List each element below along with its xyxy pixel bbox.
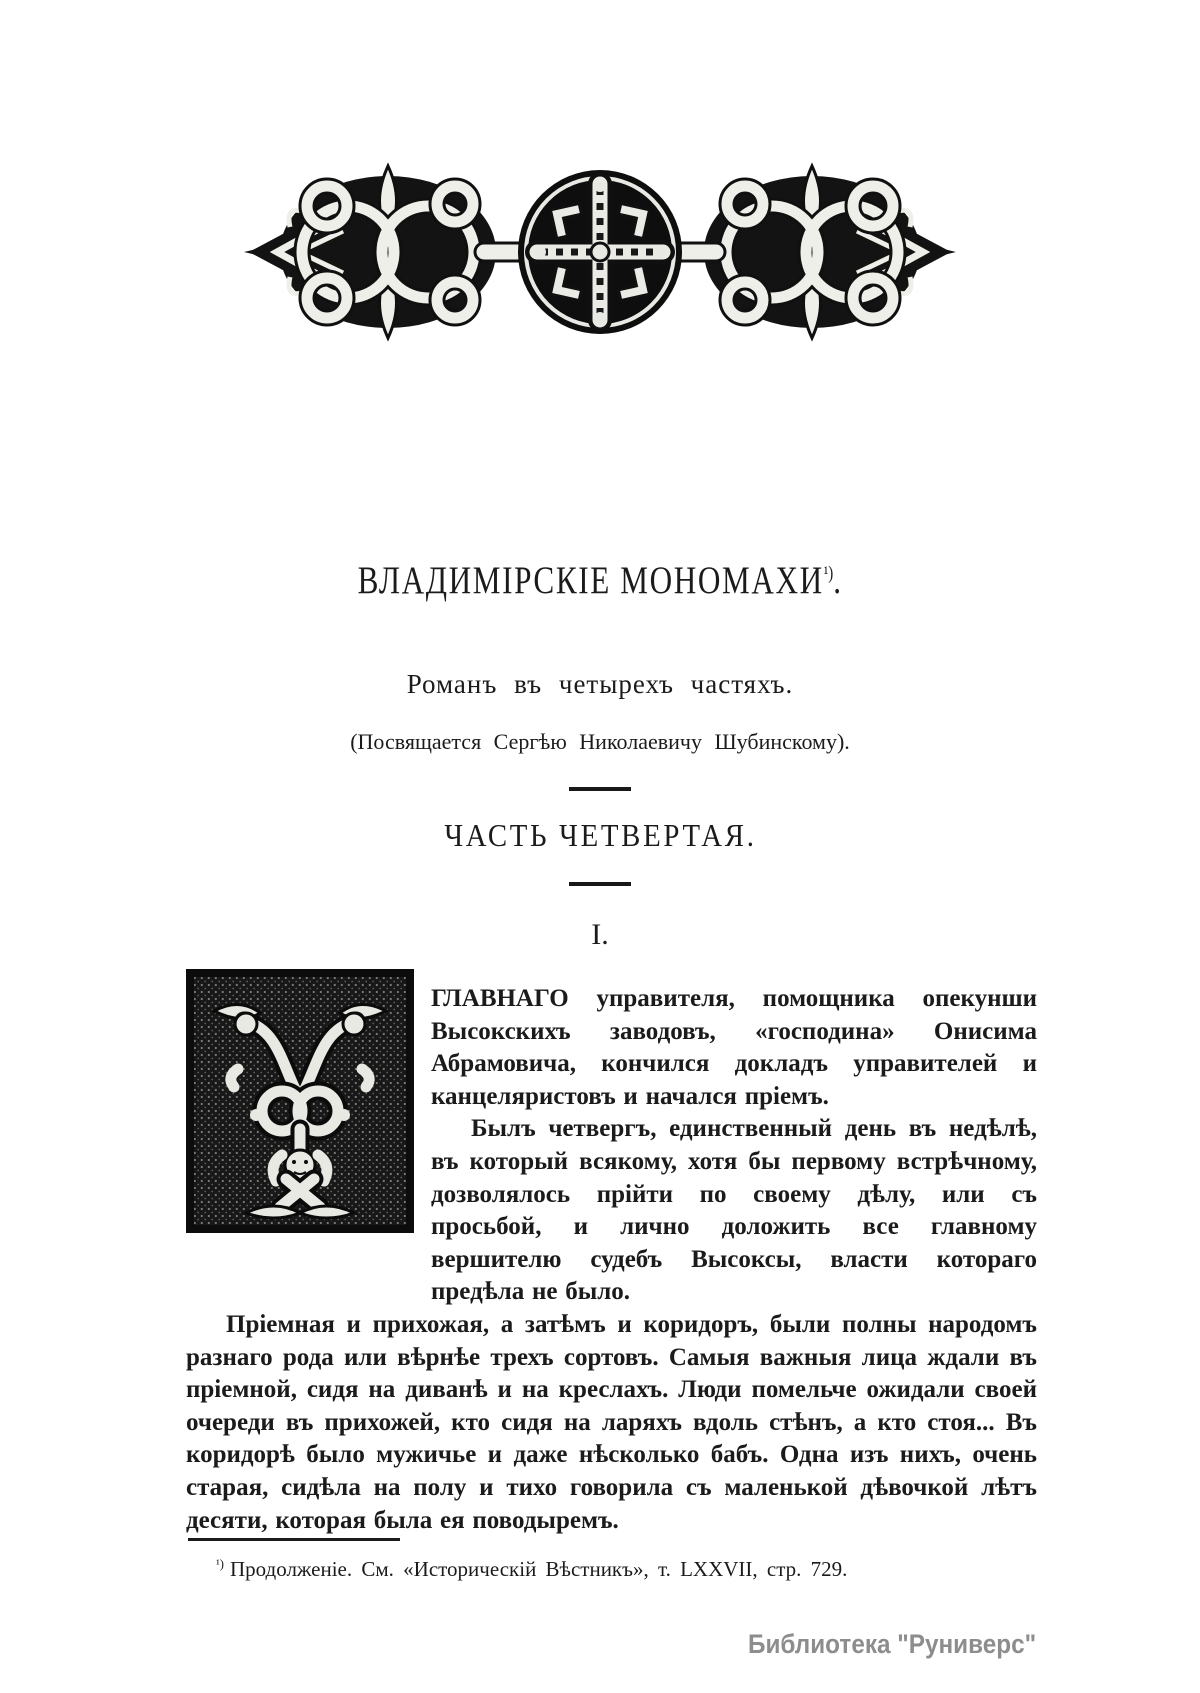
part-heading [0, 817, 1200, 853]
section-divider [569, 787, 631, 791]
drop-cap-initial-icon [186, 969, 414, 1233]
footnote [216, 1551, 1016, 1582]
knotwork-headpiece-icon [243, 152, 957, 352]
title-suffix: . [833, 559, 843, 602]
chapter-number: I. [591, 918, 609, 951]
dedication-line: (Посвящается Сергѣю Николаевичу Шубинскому). [350, 729, 850, 754]
paragraph-2: Былъ четвергъ, единственный день въ недѣлѣ, въ который всякому, хотя бы первому встрѣчному, дозволялось прійти по своему дѣлу, или съ просьбой, и лично доложить все главному вершителю судебъ Высоксы, власти котораго предѣла не было. [431, 1115, 1037, 1306]
section-divider [569, 882, 631, 886]
footnote-text: Продолженіе. См. «Историческій Вѣстникъ», т. LXXVII, стр. 729. [229, 1557, 848, 1581]
book-title [0, 553, 1200, 602]
title-footnote-ref: ¹) [823, 563, 834, 584]
part-heading-text: ЧАСТЬ ЧЕТВЕРТАЯ. [443, 817, 757, 853]
subtitle: Романъ въ четырехъ частяхъ. [406, 669, 794, 699]
footnote-rule [188, 1538, 400, 1541]
body-text-column [186, 983, 1037, 1537]
paragraph-1: ГЛАВНАГО управителя, помощника опекунши Высокскихъ заводовъ, «господина» Онисима Абрамовича, кончился докладъ управителей и канцеляристовъ и начался пріемъ. [431, 985, 1037, 1110]
book-title-text: ВЛАДИМІРСКІЕ МОНОМАХИ [357, 559, 824, 602]
paragraph-3: Пріемная и прихожая, а затѣмъ и коридоръ, были полны народомъ разнаго рода или вѣрнѣе трехъ сортовъ. Самыя важныя лица ждали въ пріемной, сидя на диванѣ и на креслахъ. Люди помельче ожидали своей очереди въ прихожей, кто сидя на ларяхъ вдоль стѣнъ, а кто стоя... Въ коридорѣ было мужичье и даже нѣсколько бабъ. Одна изъ нихъ, очень старая, сидѣла на полу и тихо говорила съ маленькой дѣвочкой лѣтъ десяти, которая была ея поводыремъ. [186, 1310, 1037, 1534]
library-watermark: Библиотека "Руниверс" [748, 1629, 1037, 1659]
footnote-marker: ¹) [216, 1557, 224, 1571]
